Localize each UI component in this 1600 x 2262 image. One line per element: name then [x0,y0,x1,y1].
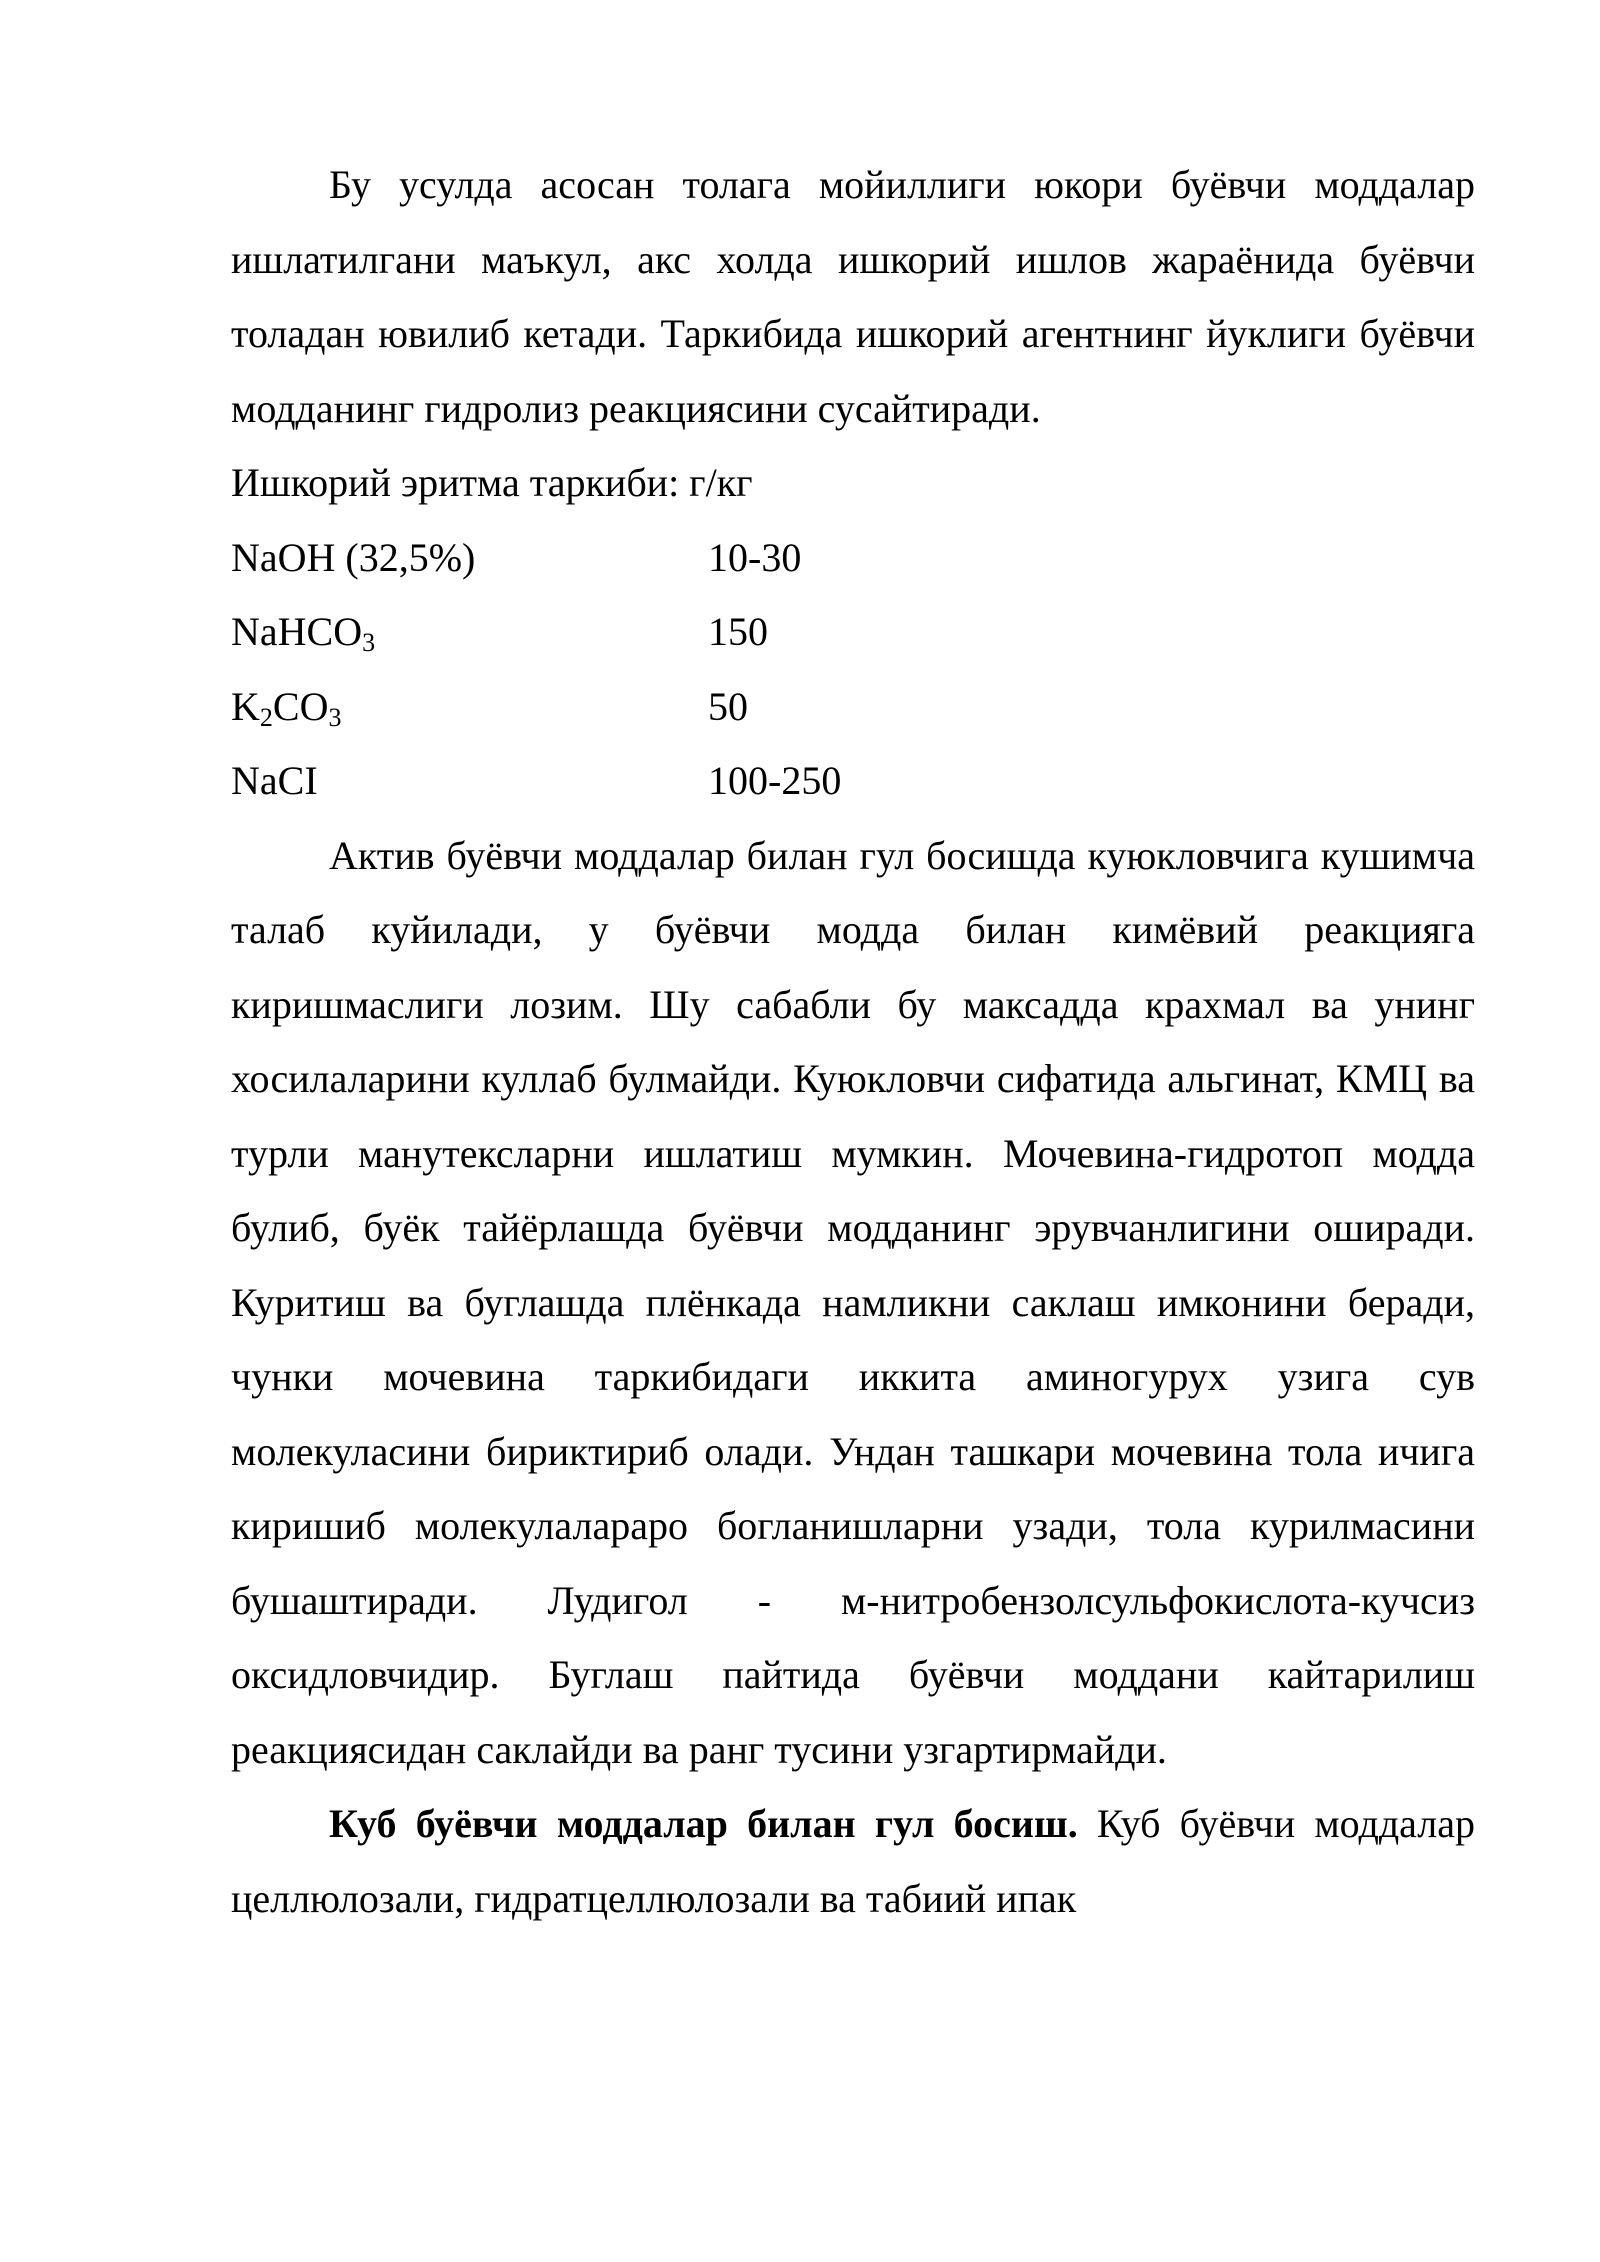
composition-value: 150 [708,609,768,654]
composition-value: 100-250 [708,758,842,803]
composition-name: NaCI [231,758,318,803]
document-page [231,148,1475,1936]
paragraph-alkaline-method: Бу усулда асосан толага мойиллиги юкори буёвчи моддалар ишлатилгани маъкул, акс холда ишкорий ишлов жараёнида буёвчи толадан ювилиб кетади. Таркибида ишкорий агентнинг йуклиги буёвчи модданинг гидролиз реакциясини сусайтиради. [231,162,1475,431]
composition-value: 50 [708,683,748,729]
composition-name [231,595,708,670]
composition-name: NaOH (32,5%) [231,534,476,580]
formula-main: NaHCO [231,609,363,654]
composition-row-nahco3 [231,595,1475,670]
composition-value: 10-30 [708,534,802,580]
paragraph-vat-dyes [231,1787,1475,1936]
paragraph-active-dyes: Актив буёвчи моддалар билан гул босишда куюкловчига кушимча талаб куйилади, у буёвчи модда билан кимёвий реакцияга киришмаслиги лозим. Шу сабабли бу максадда крахмал ва унинг хосилаларини куллаб булмайди. Куюкловчи сифатида альгинат, КМЦ ва турли манутексларни ишлатиш мумкин. Мочевина-гидротоп модда булиб, буёк тайёрлашда буёвчи модданинг эрувчанлигини оширади. Куритиш ва буглашда плёнкада намликни саклаш имконини беради, чунки мочевина таркибидаги иккита аминогурух узига сув молекуласини бириктириб олади. Ундан ташкари мочевина тола ичига киришиб молекулалараро богланишларни узади, тола курилмасини бушаштиради. Лудигол - м-нитробензолсульфокислота-кучсиз оксидловчидир. Буглаш пайтида буёвчи моддани кайтарилиш реакциясидан саклайди ва ранг тусини узгартирмайди. [231,832,1475,1772]
formula-subscript: 3 [362,628,376,657]
composition-row-nacl [231,744,1475,819]
formula-main: K [231,683,260,729]
paragraph-text: Куб буёвчи моддалар целлюлозали, гидратцеллюлозали ва табиий ипак [231,1801,1475,1921]
composition-name [231,670,708,745]
section-heading: Куб буёвчи моддалар билан гул босиш. [329,1801,1078,1846]
formula-subscript: 2 [259,702,273,732]
composition-row-naoh [231,521,1475,596]
formula-main: CO [272,683,329,729]
composition-heading: Ишкорий эритма таркиби: г/кг [231,460,753,505]
composition-row-k2co3 [231,670,1475,745]
formula-subscript: 3 [328,702,342,732]
